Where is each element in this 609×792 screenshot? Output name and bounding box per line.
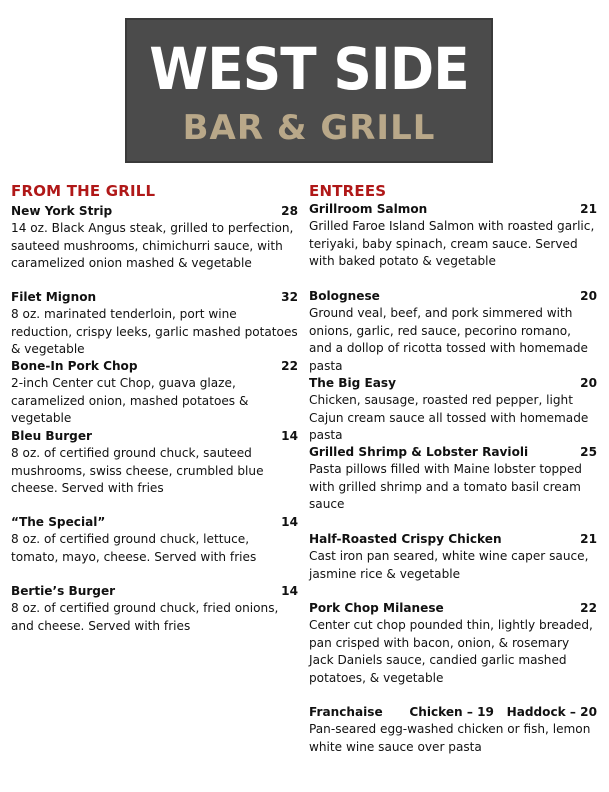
item-description: 8 oz. of certified ground chuck, fried onions, and cheese. Served with fries [11,601,279,633]
section-heading-grill: FROM THE GRILL [11,182,156,200]
item-description: 8 oz. of certified ground chuck, lettuce, tomato, mayo, cheese. Served with fries [11,532,257,564]
item-name: Bone-In Pork Chop [11,359,138,373]
item-price: 21 [580,202,597,216]
item-name: The Big Easy [309,376,397,390]
menu-item [309,704,597,756]
item-price: 14 [281,584,298,598]
logo-title: WEST SIDE [149,35,469,103]
restaurant-logo [125,18,493,163]
item-name: Grillroom Salmon [309,202,428,216]
menu-item [11,514,298,566]
item-description: Pan-seared egg-washed chicken or fish, lemon white wine sauce over pasta [309,722,591,754]
menu-column-grill [11,182,298,633]
item-description: Pasta pillows filled with Maine lobster topped with grilled shrimp and a tomato basil cream sauce [309,462,582,512]
item-description: Center cut chop pounded thin, lightly breaded, pan crisped with bacon, onion, & rosemary Jack Daniels sauce, candied garlic mashed potatoes, & vegetable [309,618,593,685]
item-price: 25 [580,445,597,459]
item-description: 8 oz. marinated tenderloin, port wine reduction, crispy leeks, garlic mashed potatoes & vegetable [11,307,298,357]
menu-item [309,531,597,583]
item-name: Bleu Burger [11,429,93,443]
item-description: Grilled Faroe Island Salmon with roasted garlic, teriyaki, baby spinach, cream sauce. Served with baked potato & vegetable [309,219,595,269]
item-name: Half-Roasted Crispy Chicken [309,532,502,546]
item-name: “The Special” [11,515,106,529]
item-name: Pork Chop Milanese [309,601,444,615]
menu-item [309,600,597,687]
item-name: Grilled Shrimp & Lobster Ravioli [309,445,529,459]
menu-item [11,583,298,635]
item-price: 14 [281,515,298,529]
item-description: Ground veal, beef, and pork simmered with onions, garlic, red sauce, pecorino romano, and a dollop of ricotta tossed with homemade pasta [309,306,588,373]
menu-item [11,289,298,359]
item-price: Chicken – 19 Haddock – 20 [409,705,597,719]
item-price: 21 [580,532,597,546]
item-price: 28 [281,204,298,218]
item-name: Bertie’s Burger [11,584,116,598]
section-heading-entrees: ENTREES [309,182,387,200]
item-price: 32 [281,290,298,304]
item-description: 2-inch Center cut Chop, guava glaze, caramelized onion, mashed potatoes & vegetable [11,376,249,426]
menu-column-entrees [309,182,597,754]
item-name: Bolognese [309,289,380,303]
menu-item [11,203,298,273]
menu-item [309,201,597,271]
item-name: Franchaise [309,705,383,719]
logo-subtitle: BAR & GRILL [182,108,436,148]
item-price: 20 [580,289,597,303]
menu-item [11,428,298,498]
menu-item [309,288,597,375]
item-description: Chicken, sausage, roasted red pepper, light Cajun cream sauce all tossed with homemade pasta [309,393,589,443]
item-description: Cast iron pan seared, white wine caper sauce, jasmine rice & vegetable [309,549,589,581]
menu-item [309,375,597,445]
item-description: 8 oz. of certified ground chuck, sauteed mushrooms, swiss cheese, crumbled blue cheese. Served with fries [11,446,264,496]
item-description: 14 oz. Black Angus steak, grilled to perfection, sauteed mushrooms, chimichurri sauce, with caramelized onion mashed & vegetable [11,221,294,271]
item-price: 14 [281,429,298,443]
item-price: 22 [281,359,298,373]
item-name: New York Strip [11,204,113,218]
menu-item [11,358,298,428]
item-name: Filet Mignon [11,290,97,304]
menu-item [309,444,597,514]
item-price: 22 [580,601,597,615]
item-price: 20 [580,376,597,390]
